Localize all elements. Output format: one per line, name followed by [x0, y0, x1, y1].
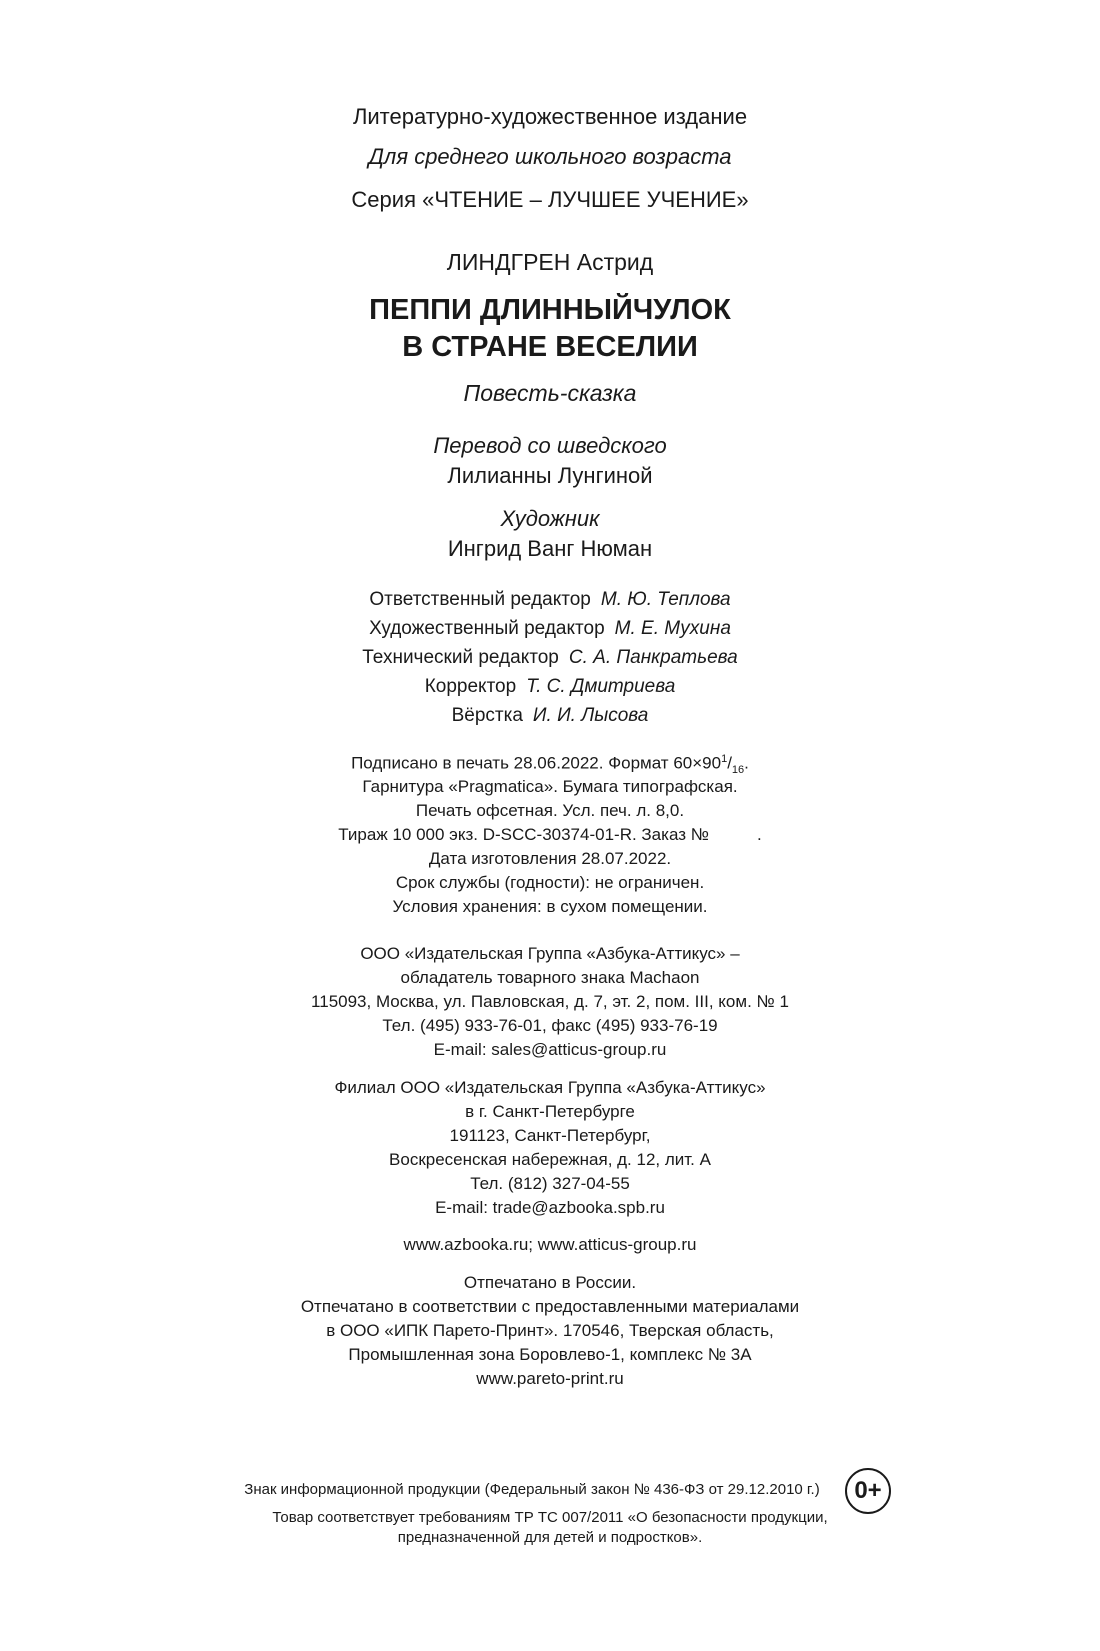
publisher-name: ООО «Издательская Группа «Азбука-Аттикус» –	[360, 944, 740, 963]
publisher-address: 115093, Москва, ул. Павловская, д. 7, эт. 2, пом. III, ком. № 1	[311, 992, 789, 1011]
imprint-printing: Печать офсетная. Усл. печ. л. 8,0.	[415, 801, 685, 820]
credit-role: Ответственный редактор	[369, 589, 591, 610]
translation-label: Перевод со шведского	[433, 433, 667, 458]
imprint-typeface: Гарнитура «Pragmatica». Бумага типографская.	[362, 777, 738, 796]
signed-text: Подписано в печать 28.06.2022. Формат 60×90	[351, 753, 722, 773]
credit-name: И. И. Лысова	[532, 705, 649, 726]
branch-name: Филиал ООО «Издательская Группа «Азбука-Аттикус»	[334, 1078, 766, 1097]
credit-role: Корректор	[424, 676, 517, 697]
publisher-phone: Тел. (495) 933-76-01, факс (495) 933-76-19	[382, 1016, 718, 1035]
credit-name: М. Е. Мухина	[614, 618, 731, 639]
imprint-made-date: Дата изготовления 28.07.2022.	[428, 849, 672, 868]
author: ЛИНДГРЕН Астрид	[446, 249, 654, 275]
series-name: Серия «ЧТЕНИЕ – ЛУЧШЕЕ УЧЕНИЕ»	[351, 187, 749, 212]
credit-role: Художественный редактор	[369, 618, 605, 639]
format-end: .	[744, 753, 749, 773]
genre: Повесть-сказка	[463, 380, 637, 406]
branch-postal: 191123, Санкт-Петербург,	[449, 1126, 651, 1145]
branch-street: Воскресенская набережная, д. 12, лит. А	[389, 1150, 711, 1169]
printer-website: www.pareto-print.ru	[476, 1369, 624, 1388]
illustrator: Ингрид Ванг Нюман	[447, 536, 653, 561]
publisher-email: E-mail: sales@atticus-group.ru	[433, 1040, 667, 1059]
branch-email: E-mail: trade@azbooka.spb.ru	[435, 1198, 665, 1217]
run-end: .	[756, 825, 762, 844]
book-title-line1: ПЕППИ ДЛИННЫЙЧУЛОК	[369, 294, 731, 326]
illustrator-label: Художник	[500, 506, 600, 531]
credit-line	[0, 590, 1100, 609]
websites: www.azbooka.ru; www.atticus-group.ru	[403, 1235, 697, 1254]
credit-line	[0, 619, 1100, 638]
edition-type: Литературно-художественное издание	[352, 104, 748, 129]
credit-name: Т. С. Дмитриева	[526, 676, 676, 697]
compliance-line1: Товар соответствует требованиям ТР ТС 007/2011 «О безопасности продукции,	[272, 1509, 828, 1526]
info-sign-text: Знак информационной продукции (Федеральный закон № 436-ФЗ от 29.12.2010 г.)	[244, 1481, 820, 1498]
credit-role: Вёрстка	[451, 705, 523, 726]
printer-zone: Промышленная зона Боровлево-1, комплекс № 3А	[348, 1345, 752, 1364]
credit-line	[0, 677, 1100, 696]
credit-name: С. А. Панкратьева	[568, 647, 738, 668]
printer-country: Отпечатано в России.	[463, 1273, 637, 1292]
imprint-signed: Подписано в печать 28.06.2022. Формат $60\times 90^1/_{16}$.	[351, 753, 749, 777]
age-group: Для среднего школьного возраста	[368, 144, 732, 169]
credit-line	[0, 648, 1100, 667]
credit-role: Технический редактор	[362, 647, 559, 668]
book-title-line2: В СТРАНЕ ВЕСЕЛИИ	[402, 331, 698, 363]
age-rating-badge: 0+	[845, 1468, 891, 1514]
imprint-storage: Условия хранения: в сухом помещении.	[392, 897, 708, 916]
run-text: Тираж 10 000 экз. D-SCC-30374-01-R. Заказ №	[338, 825, 709, 844]
branch-phone: Тел. (812) 327-04-55	[470, 1174, 630, 1193]
format-denominator: 16	[731, 764, 745, 777]
printer-company: в ООО «ИПК Парето-Принт». 170546, Тверская область,	[326, 1321, 774, 1340]
credit-name: М. Ю. Теплова	[600, 589, 731, 610]
imprint-run	[0, 826, 1100, 843]
translator: Лилианны Лунгиной	[447, 463, 653, 488]
format-numerator: 1	[721, 753, 728, 765]
credit-line	[0, 706, 1100, 725]
printer-materials: Отпечатано в соответствии с предоставленными материалами	[300, 1297, 800, 1316]
branch-city: в г. Санкт-Петербурге	[465, 1102, 635, 1121]
compliance-line2: предназначенной для детей и подростков».	[397, 1529, 703, 1546]
publisher-trademark: обладатель товарного знака Machaon	[400, 968, 700, 987]
imprint-shelf-life: Срок службы (годности): не ограничен.	[395, 873, 705, 892]
